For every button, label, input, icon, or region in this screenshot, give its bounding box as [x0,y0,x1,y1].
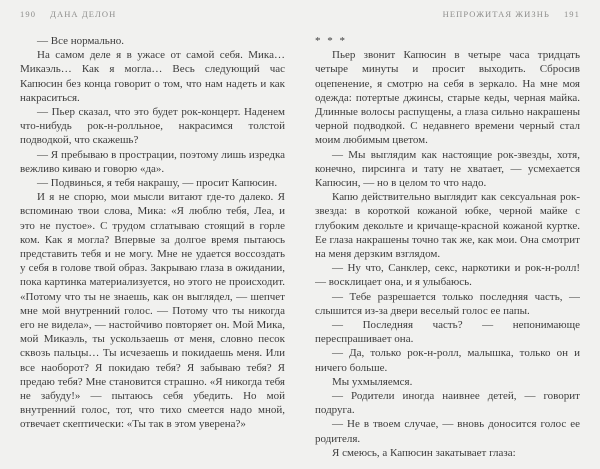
paragraph: — Не в твоем случае, — вновь доносится голос ее родителя. [315,418,580,445]
pages-container [20,34,580,462]
running-head-left [20,9,116,19]
left-page-text [20,34,285,432]
paragraph: Мы ухмыляемся. [332,375,413,388]
right-page-text [315,48,580,460]
paragraph: Капю действительно выглядит как сексуальная рок-звезда: в короткой кожаной юбке, черной майке с глубоким декольте и кричаще-красной кожаной куртке. Ее глаза накрашены точно так же, как мои. Она смотрит на меня дерзким взглядом. [315,191,580,261]
page-number-right: 191 [563,9,580,19]
running-head-right [443,9,580,19]
paragraph: — Мы выглядим как настоящие рок-звезды, хотя, конечно, пирсинга и тату не хватает, — усмехается Капюсин, — но в целом то что надо. [315,148,580,190]
paragraph: — Пьер сказал, что это будет рок-концерт. Наденем что-нибудь рок-н-ролльное, накрасимся толстой подводкой, что скажешь? [20,106,285,147]
page-number-left: 190 [20,9,37,19]
running-title-book: НЕПРОЖИТАЯ ЖИЗНЬ [442,9,550,19]
paragraph: Пьер звонит Капюсин в четыре часа тридцать четыре минуты и просит выходить. Сбросив оцепенение, я смотрю на себя в зеркало. На мне моя одежда: потертые джинсы, старые кеды, черная майка. Длинные волосы распущены, а глаза сильно накрашены черной подводкой. С недавнего времени черный стал моим любимым цветом. [315,49,580,147]
running-head [20,9,580,19]
paragraph: На самом деле я в ужасе от самой себя. Мика… Микаэль… Как я могла… Весь следующий час Капюсин без конца говорит о том, что нам надеть и как накраситься. [20,49,285,104]
paragraph: — Все нормально. [37,35,124,47]
paragraph: — Ну что, Санклер, секс, наркотики и рок-н-ролл! — восклицает она, и я улыбаюсь. [315,262,580,289]
paragraph: — Родители иногда наивнее детей, — говорит подруга. [315,390,580,417]
paragraph: И я не спорю, мои мысли витают где-то далеко. Я вспоминаю твои слова, Мика: «Я люблю тебя, Леа, и это не пустое». С трудом сглатываю стоящий в горле ком. Как я могла? Впервые за долгое время пытаюсь представить тебя и не могу. Мне не удается воссоздать у себя в голове твой образ. Закрываю глаза в ожидании, пока картинка материализуется, но этого не происходит. «Потому что ты не знаешь, как он выглядел, — шепчет мне мой внутренний голос. — Потому что ты никогда его не видела», — настойчиво повторяет он. Мой Мика, мой Микаэль, ты ускользаешь от меня, словно песок сквозь пальцы… Ты исчезаешь и покидаешь меня. Или все наоборот? Я покидаю тебя? Я забываю тебя? Я предаю тебя? Мне становится страшно. «Я никогда тебя не забуду!» — пытаюсь себя убедить. Но мой внутренний голос, тот, что тихо смеется надо мной, отвечает скептически: «Ты так в этом уверена?» [20,191,285,431]
paragraph: — Тебе разрешается только последняя часть, — слышится из-за двери веселый голос ее папы. [315,290,580,317]
paragraph: — Да, только рок-н-ролл, малышка, только он и ничего больше. [315,347,580,374]
right-page [315,34,580,462]
paragraph: — Последняя часть? — непонимающе переспрашивает она. [315,319,580,346]
paragraph: Я смеюсь, а Капюсин закатывает глаза: [332,446,516,459]
running-title-author: ДАНА ДЕЛОН [50,9,117,19]
paragraph: — Я пребываю в прострации, поэтому лишь изредка вежливо киваю и говорю «да». [20,148,285,175]
scene-break: * * * [315,35,347,47]
left-page [20,34,285,462]
paragraph: — Подвинься, я тебя накрашу, — просит Капюсин. [37,177,278,190]
